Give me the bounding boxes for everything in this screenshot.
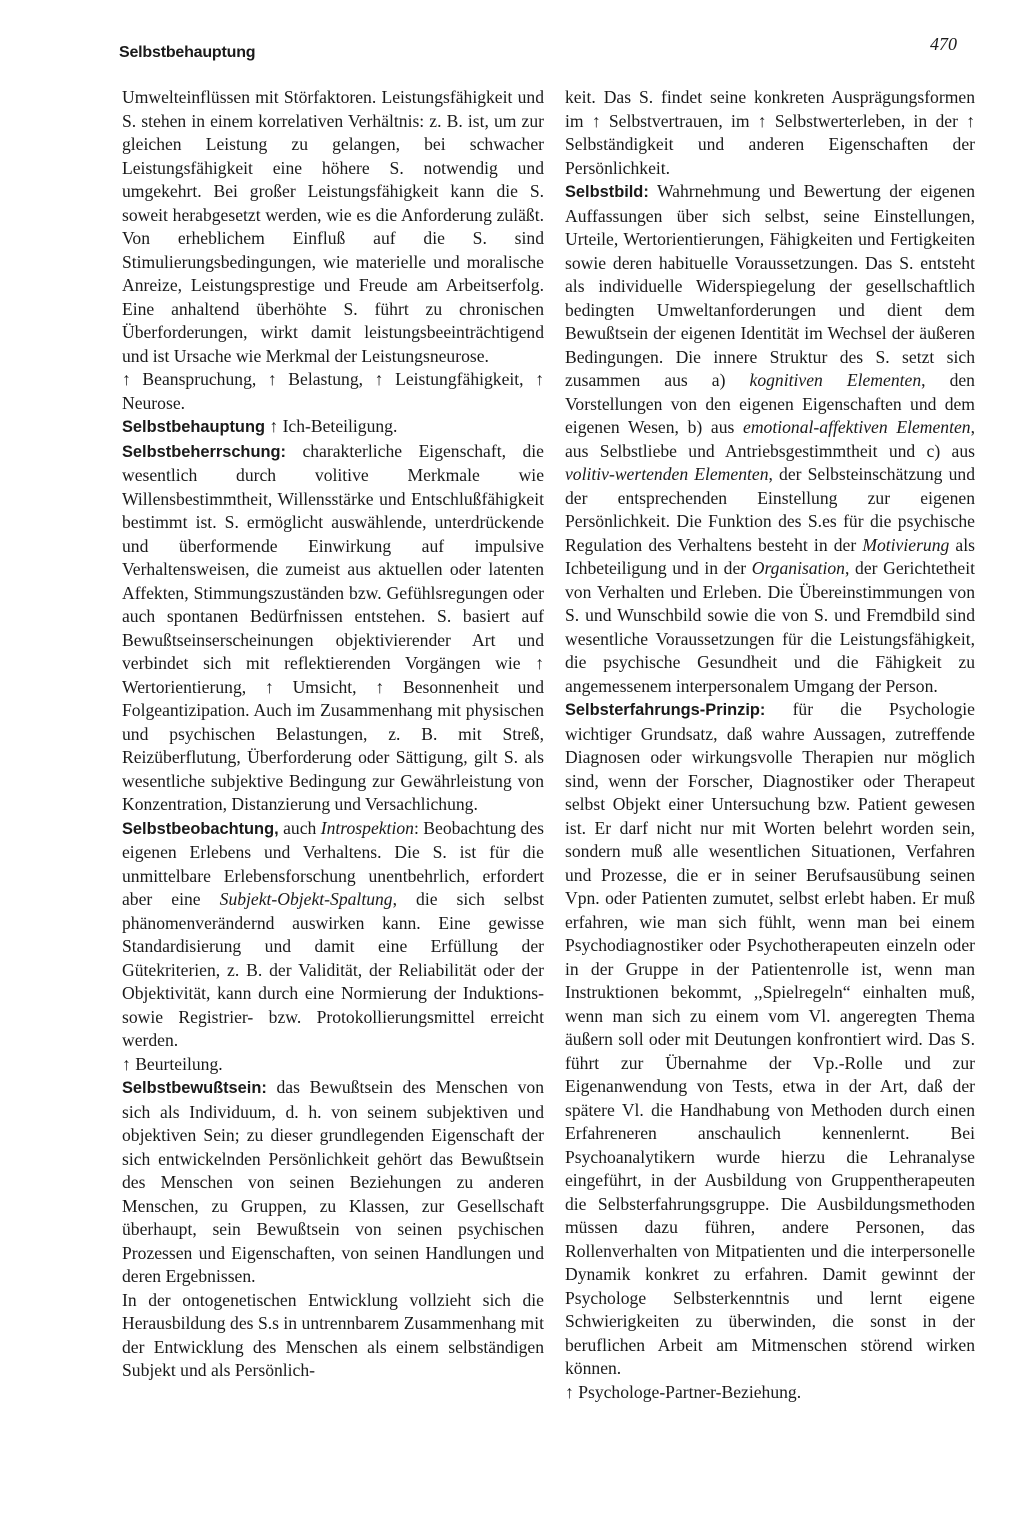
entry-term: Selbstbeherrschung: (122, 442, 286, 461)
entry-text: das Bewußtsein des Menschen von sich als Individuum, d. h. von seinem subjektiven und objektiven Sein; zu dieser grundlegenden Eigenschaft der sich entwickelnden Persönlichkeit gehört das Bewußtsein des Menschen von seinen Beziehungen zu anderen Menschen, zu Gruppen, zu Klassen, zur Gesellschaft überhaupt, sein Bewußtsein von seinen psychischen Prozessen und Eigenschaften, von seinen Handlungen und deren Ergebnissen. (122, 1077, 544, 1286)
continued-entry-text: keit. Das S. findet seine konkreten Ausprägungsformen im ↑ Selbstvertrauen, im ↑ Selbstwerterleben, in der ↑ Selbständigkeit und anderen Eigenschaften der Persönlichkeit. (565, 87, 975, 178)
right-column (565, 86, 975, 1404)
entry-text: ↑ Ich-Beteiligung. (264, 416, 398, 436)
left-column (122, 86, 544, 1383)
page-number: 470 (930, 34, 957, 54)
entry-term: Selbsterfahrungs-Prinzip: (565, 701, 766, 719)
continued-entry-text: Umwelteinflüssen mit Störfaktoren. Leistungsfähigkeit und S. stehen in einem korrelativen Verhältnis: z. B. ist, um zur gleichen Leistung zu gelangen, bei schwacher Leistungsfähigkeit eine höhere S. notwendig und umgekehrt. Bei großer Leistungsfähigkeit kann die S. soweit herabgesetzt werden, wie es die Anforderung zuläßt. Von erheblichem Einfluß auf die S. sind Stimulierungsbedingungen, wie materielle und moralische Anreize, Leistungsprestige und Freude am Arbeitserfolg. Eine anhaltend überhöhte S. führt zu chronischen Überforderungen, wirkt damit leistungsbeeinträchtigend und ist Ursache wie Merkmal der Leistungsneurose. (122, 87, 544, 366)
cross-references: ↑ Beanspruchung, ↑ Belastung, ↑ Leistungfähigkeit, ↑ Neurose. (122, 369, 544, 413)
running-title: Selbstbehauptung (119, 44, 256, 61)
entry-term: Selbstbild: (565, 183, 649, 201)
entry-term: Selbstbewußtsein: (122, 1079, 267, 1097)
cross-references: ↑ Psychologe-Partner-Beziehung. (565, 1381, 802, 1402)
entry-text: für die Psychologie wichtiger Grundsatz, daß wahre Aussagen, zutreffende Diagnosen oder wirkungsvolle Therapien nur möglich sind, wenn der Forscher, Diagnostiker oder Therapeut selbst Objekt einer Untersuchung bzw. Patient gewesen ist. Er darf nicht nur mit Worten belehrt worden sein, sondern muß alle wesentlichen Situationen, Verfahren und Prozesse, die er in seiner Berufsausübung seinen Vpn. oder Patienten zumutet, selbst erlebt haben. Er muß erfahren, wie man sich fühlt, wenn man bei einem Psychodiagnostiker oder Psychotherapeuten einzeln oder in der Gruppe in der Patientenrolle ist, wenn man Instruktionen bekommt, ,,Spielregeln“ einhalten muß, wenn man sich zu einem vom Vl. angeregten Thema äußern soll oder mit Deutungen konfrontiert wird. Das S. führt zur Übernahme der Vp.-Rolle und zur Eigenanwendung von Tests, etwa in der Art, daß der spätere Vl. die Handhabung von Methoden durch einen Erfahreneren anschaulich kennenlernt. Bei Psychoanalytikern wurde hierzu die Lehranalyse eingeführt, in der Ausbildung von Gruppentherapeuten die Selbsterfahrungsgruppe. Die Ausbildungsmethoden müssen dazu führen, andere Personen, das Rollenverhalten von Mitpatienten und die interpersonelle Dynamik konkret zu erfahren. Damit gewinnt der Psychologe Selbsterkenntnis und lernt eigene Schwierigkeiten zu überwinden, die sonst in der beruflichen Arbeit am Mitmenschen störend wirken können. (565, 699, 975, 1378)
entry-term: Selbstbeobachtung, (122, 819, 279, 838)
entry-selbstbild: Selbstbild: Wahrnehmung und Bewertung der eigenen Auffassungen über sich selbst, seine Einstellungen, Urteile, Wertorientierungen, Fähigkeiten und Fertigkeiten sowie deren habituelle Voraussetzungen. Das S. entsteht als individuelle Widerspiegelung der gesellschaftlich bedingten Umweltanforderungen und dient dem Bewußtsein der eigenen Identität im Wechsel der äußeren Bedingungen. Die innere Struktur des S. setzt sich zusammen aus a) kognitiven Elementen, den Vorstellungen von den eigenen Eigenschaften und dem eigenen Wesen, b) aus emotional-affektiven Elementen, aus Selbstliebe und Antriebsgestimmtheit und c) aus volitiv-wertenden Elementen, der Selbsteinschätzung und der entsprechenden Einstellung zur eigenen Persönlichkeit. Die Funktion des S.es für die psychische Regulation des Verhaltens besteht in der Motivierung als Ichbeteiligung und in der Organisation, der Gerichtetheit von Verhalten und Erleben. Die Übereinstimmungen von S. und Wunschbild sowie die von S. und Fremdbild sind wesentliche Voraussetzungen für die Leistungsfähigkeit, die psychische Gesundheit und die Fähigkeit zu angemessenem interpersonalem Umgang der Person. (565, 181, 975, 696)
entry-selbsterfahrungs-prinzip (565, 698, 975, 1381)
cross-references: ↑ Beurteilung. (122, 1053, 223, 1074)
entry-selbstbeherrschung (122, 440, 544, 817)
entry-selbstbehauptung (122, 415, 544, 440)
entry-selbstbeobachtung: Selbstbeobachtung, auch Introspektion: Beobachtung des eigenen Erlebens und Verhaltens. Die S. ist für die unmittelbare Erlebensforschung unentbehrlich, erfordert aber eine Subjekt-Objekt-Spaltung, die sich selbst phänomenverändernd auswirken kann. Eine gewisse Standardisierung und damit eine Erfüllung der Gütekriterien, z. B. der Validität, der Reliabilität oder der Objektivität, kann durch eine Normierung der Induktions- sowie Registrier- bzw. Protokollierungsmittel erreicht werden. (122, 817, 545, 1050)
entry-paragraph: In der ontogenetischen Entwicklung vollzieht sich die Herausbildung des S.s in untrennbarem Zusammenhang mit der Entwicklung des Menschen als einem selbständigen Subjekt und als Persönlich- (122, 1289, 544, 1380)
entry-selbstbewusstsein (122, 1076, 544, 1289)
entry-term: Selbstbehauptung (122, 418, 265, 436)
entry-text: charakterliche Eigenschaft, die wesentlich durch volitive Merkmale wie Willensbestimmtheit, Willensstärke und Entschlußfähigkeit bestimmt ist. S. ermöglicht auswählende, unterdrückende und überformende Einwirkung auf impulsive Verhaltensweisen, die zumeist aus aktuellen oder latenten Affekten, Stimmungszuständen bzw. Gefühlsregungen oder auch spontanen Bedürfnissen entstehen. S. basiert auf Bewußtseinserscheinungen objektivierender Art und verbindet sich mit reflektierenden Vorgängen wie ↑ Wertorientierung, ↑ Umsicht, ↑ Besonnenheit und Folgeantizipation. Auch im Zusammenhang mit physischen und psychischen Belastungen, z. B. mit Streß, Reizüberflutung, Überforderung oder Sättigung, gilt S. als wesentliche subjektive Bedingung zur Gewährleistung von Konzentration, Distanzierung und Versachlichung. (122, 440, 544, 814)
